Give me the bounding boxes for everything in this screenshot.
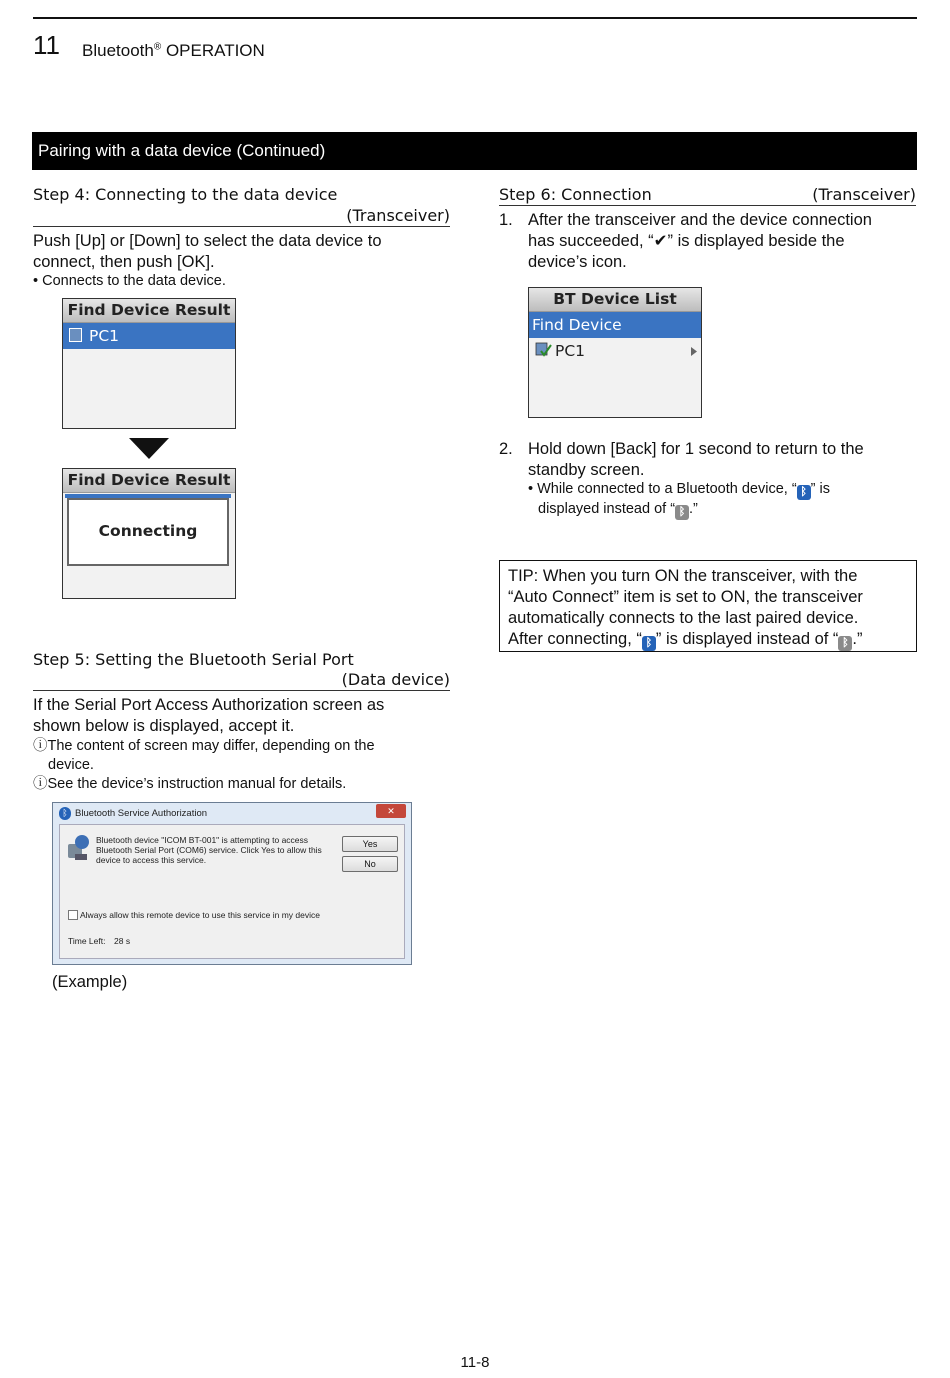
- info-icon: ⓘ: [33, 776, 48, 792]
- bt-authorization-dialog: [52, 802, 412, 965]
- bluetooth-icon: ᛒ: [59, 807, 71, 820]
- lcd-item-find-device: Find Device: [529, 312, 701, 338]
- page-number: 11-8: [460, 1354, 490, 1371]
- example-caption: (Example): [52, 973, 128, 991]
- step6-context: (Transceiver): [812, 185, 916, 204]
- lcd-title: BT Device List: [529, 288, 701, 312]
- step6-item2: Hold down [Back] for 1 second to return to the standby screen.: [528, 440, 864, 479]
- check-icon: ✔: [653, 232, 668, 250]
- dialog-body: [59, 824, 405, 959]
- step6-item2-num: 2.: [499, 440, 513, 458]
- time-left-label: Time Left:: [68, 936, 106, 946]
- step4-context: (Transceiver): [346, 206, 450, 225]
- always-allow-label: Always allow this remote device to use this service in my device: [80, 910, 320, 920]
- dialog-message: Bluetooth device "ICOM BT-001" is attempting to access Bluetooth Serial Port (COM6) service. Click Yes to allow this device to access this service.: [96, 835, 322, 865]
- lcd-item-pc1: PC1: [63, 323, 235, 349]
- close-button[interactable]: ✕: [376, 804, 406, 818]
- step4-heading: Step 4: Connecting to the data device: [33, 185, 338, 204]
- lcd-find-device-result: [62, 298, 236, 429]
- step6-bullet: • While connected to a Bluetooth device, “ ᛒ ” is displayed instead of “ ᛒ .”: [528, 481, 830, 518]
- step5-rule: [33, 690, 450, 691]
- step5-text: If the Serial Port Access Authorization screen as shown below is displayed, accept it.: [33, 696, 385, 735]
- step4-rule: [33, 226, 450, 227]
- bluetooth-idle-icon: ᛒ: [838, 636, 852, 651]
- lcd-item-pc1: PC1: [529, 338, 701, 364]
- connected-device-icon: [535, 342, 553, 358]
- bluetooth-device-icon: [66, 834, 90, 862]
- header-rule: [33, 17, 917, 19]
- bluetooth-idle-icon: ᛒ: [675, 505, 689, 520]
- step5-note2: ⓘSee the device’s instruction manual for details.: [33, 776, 347, 792]
- section-banner: Pairing with a data device (Continued): [32, 132, 917, 170]
- down-arrow-icon: [129, 438, 169, 460]
- step6-item1-num: 1.: [499, 211, 513, 229]
- tip-box: TIP: When you turn ON the transceiver, with the “Auto Connect” item is set to ON, the transceiver automatically connects to the last paired device. After connecting, “ ᛒ ” is displayed instead of “ ᛒ .”: [499, 560, 917, 652]
- chapter-number: 11: [33, 30, 60, 60]
- lcd-bt-device-list: [528, 287, 702, 418]
- always-allow-checkbox[interactable]: [68, 910, 78, 920]
- bluetooth-connected-icon: ᛒ: [642, 636, 656, 651]
- step6-item1: After the transceiver and the device connection has succeeded, “✔” is displayed beside the device’s icon.: [528, 211, 872, 271]
- lcd-connecting: [62, 468, 236, 599]
- step4-text: Push [Up] or [Down] to select the data device to connect, then push [OK].: [33, 232, 382, 271]
- info-icon: ⓘ: [33, 738, 48, 754]
- step5-heading: Step 5: Setting the Bluetooth Serial Port: [33, 650, 354, 669]
- chapter-title: Bluetooth® OPERATION: [82, 41, 265, 60]
- chevron-right-icon: [691, 347, 697, 356]
- step5-context: (Data device): [341, 670, 450, 689]
- time-left-value: 28 s: [114, 936, 131, 946]
- step6-heading: Step 6: Connection: [499, 185, 652, 204]
- step6-rule: [499, 205, 916, 206]
- device-icon: [69, 328, 82, 342]
- lcd-title: Find Device Result: [63, 299, 235, 323]
- yes-button[interactable]: Yes: [342, 836, 398, 852]
- step4-bullet: • Connects to the data device.: [33, 273, 226, 289]
- dialog-title: Bluetooth Service Authorization: [75, 808, 208, 819]
- bluetooth-connected-icon: ᛒ: [797, 485, 811, 500]
- lcd-title: Find Device Result: [63, 469, 235, 493]
- no-button[interactable]: No: [342, 856, 398, 872]
- step5-note1: ⓘThe content of screen may differ, depending on the device.: [33, 738, 375, 773]
- connecting-popup: Connecting: [67, 498, 229, 566]
